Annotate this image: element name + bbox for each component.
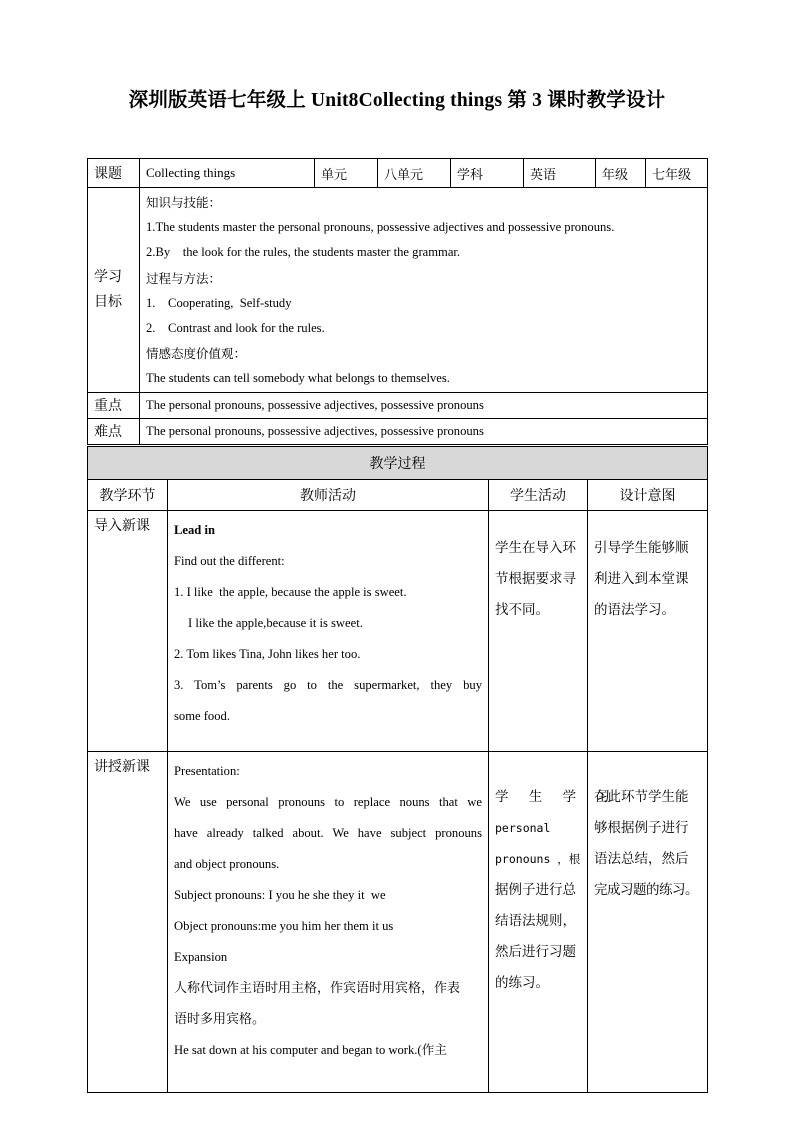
goals-label-line-2: 目标	[94, 294, 122, 310]
goals-line: 2.By the look for the rules, the students master the grammar.	[146, 245, 461, 260]
goals-label-line-1: 学习	[94, 269, 122, 285]
teacher-line: Object pronouns:me you him her them it us	[174, 919, 394, 933]
header-stage: 教学环节	[88, 480, 168, 511]
teacher-line: Find out the different:	[174, 554, 285, 568]
header-student: 学生活动	[489, 480, 588, 511]
subject-value: 英语	[524, 159, 596, 188]
intent-line: 完成习题的练习。	[594, 882, 698, 898]
teacher-activity-cell	[168, 511, 489, 752]
teacher-line: He sat down at his computer and began to work.(作主	[174, 1043, 447, 1057]
difficult-point-value: The personal pronouns, possessive adjectives, possessive pronouns	[140, 418, 708, 444]
teaching-process-table	[87, 446, 708, 1093]
teacher-line: 3. Tom’s parents go to the supermarket, they buy	[174, 678, 482, 692]
goals-row	[88, 188, 708, 393]
teacher-line: Subject pronouns: I you he she they it we	[174, 888, 386, 902]
teacher-line: and object pronouns.	[174, 857, 280, 871]
unit-value: 八单元	[378, 159, 451, 188]
teacher-line: 人称代词作主语时用主格，作宾语时用宾格，作表	[174, 981, 461, 996]
subject-label: 学科	[451, 159, 524, 188]
student-line: 学生在导入环	[495, 540, 576, 556]
goals-content	[140, 188, 708, 393]
teacher-line: some food.	[174, 709, 230, 723]
teacher-line: Expansion	[174, 950, 228, 964]
intent-line: 语法总结，然后	[594, 851, 689, 867]
stage-cell: 导入新课	[88, 511, 168, 752]
intent-line: 在此环节学生能	[594, 789, 689, 805]
goals-line: 过程与方法：	[146, 270, 222, 286]
intent-line: 利进入到本堂课	[594, 571, 689, 587]
stage-cell: 讲授新课	[88, 752, 168, 1093]
student-line: personal	[495, 821, 551, 835]
topic-label: 课题	[88, 159, 140, 188]
teacher-line: Lead in	[174, 523, 215, 537]
student-line: 节根据要求寻	[495, 571, 576, 587]
key-point-value: The personal pronouns, possessive adjectives, possessive pronouns	[140, 392, 708, 418]
key-point-label: 重点	[88, 392, 140, 418]
goals-line: 2. Contrast and look for the rules.	[146, 320, 325, 335]
grade-label: 年级	[596, 159, 646, 188]
key-point-row	[88, 392, 708, 418]
student-activity-cell	[489, 752, 618, 1093]
teacher-activity-cell	[168, 752, 489, 1093]
process-banner: 教学过程	[88, 447, 708, 480]
teacher-line: have already talked about. We have subject pronouns	[174, 826, 482, 840]
student-line: 找不同。	[495, 602, 549, 618]
student-line: 结语法规则，	[495, 913, 576, 929]
lesson-info-table	[87, 158, 708, 445]
design-intent-cell	[588, 511, 708, 752]
teacher-line: We use personal pronouns to replace nouns that we	[174, 795, 482, 809]
teacher-line: 2. Tom likes Tina, John likes her too.	[174, 647, 361, 661]
grade-value: 七年级	[646, 159, 708, 188]
process-header-row	[88, 480, 708, 511]
topic-value: Collecting things	[140, 159, 315, 188]
student-line: 的练习。	[495, 975, 549, 991]
intent-line: 够根据例子进行	[594, 820, 689, 836]
intent-line: 的语法学习。	[594, 602, 675, 618]
teacher-line: 语时多用宾格。	[174, 1012, 266, 1027]
goals-line: The students can tell somebody what belongs to themselves.	[146, 371, 450, 386]
goals-line: 1. Cooperating, Self-study	[146, 295, 292, 310]
student-line: 然后进行习题	[495, 944, 576, 960]
goals-label	[88, 188, 140, 393]
teacher-line: Presentation:	[174, 764, 240, 778]
student-line: pronouns ，根	[495, 852, 581, 866]
design-intent-cell	[588, 752, 708, 1093]
page-title: 深圳版英语七年级上 Unit8Collecting things 第 3 课时教学设计	[128, 90, 666, 111]
goals-line: 情感态度价值观：	[146, 346, 247, 362]
header-intent: 设计意图	[588, 480, 708, 511]
student-line: 据例子进行总	[495, 882, 576, 898]
student-activity-cell	[489, 511, 588, 752]
unit-label: 单元	[315, 159, 378, 188]
process-row-lead-in	[88, 511, 708, 752]
process-row-presentation	[88, 752, 708, 1093]
difficult-point-label: 难点	[88, 418, 140, 444]
intent-line: 引导学生能够顺	[594, 540, 689, 556]
teacher-line: I like the apple,because it is sweet.	[188, 616, 363, 630]
teacher-line: 1. I like the apple, because the apple is sweet.	[174, 585, 407, 599]
goals-line: 知识与技能：	[146, 195, 222, 210]
header-teacher: 教师活动	[168, 480, 489, 511]
goals-line: 1.The students master the personal pronouns, possessive adjectives and possessive pronouns.	[146, 220, 615, 235]
student-line: 学 生 学 习	[495, 789, 618, 805]
process-banner-row	[88, 447, 708, 480]
info-header-row	[88, 159, 708, 188]
difficult-point-row	[88, 418, 708, 444]
